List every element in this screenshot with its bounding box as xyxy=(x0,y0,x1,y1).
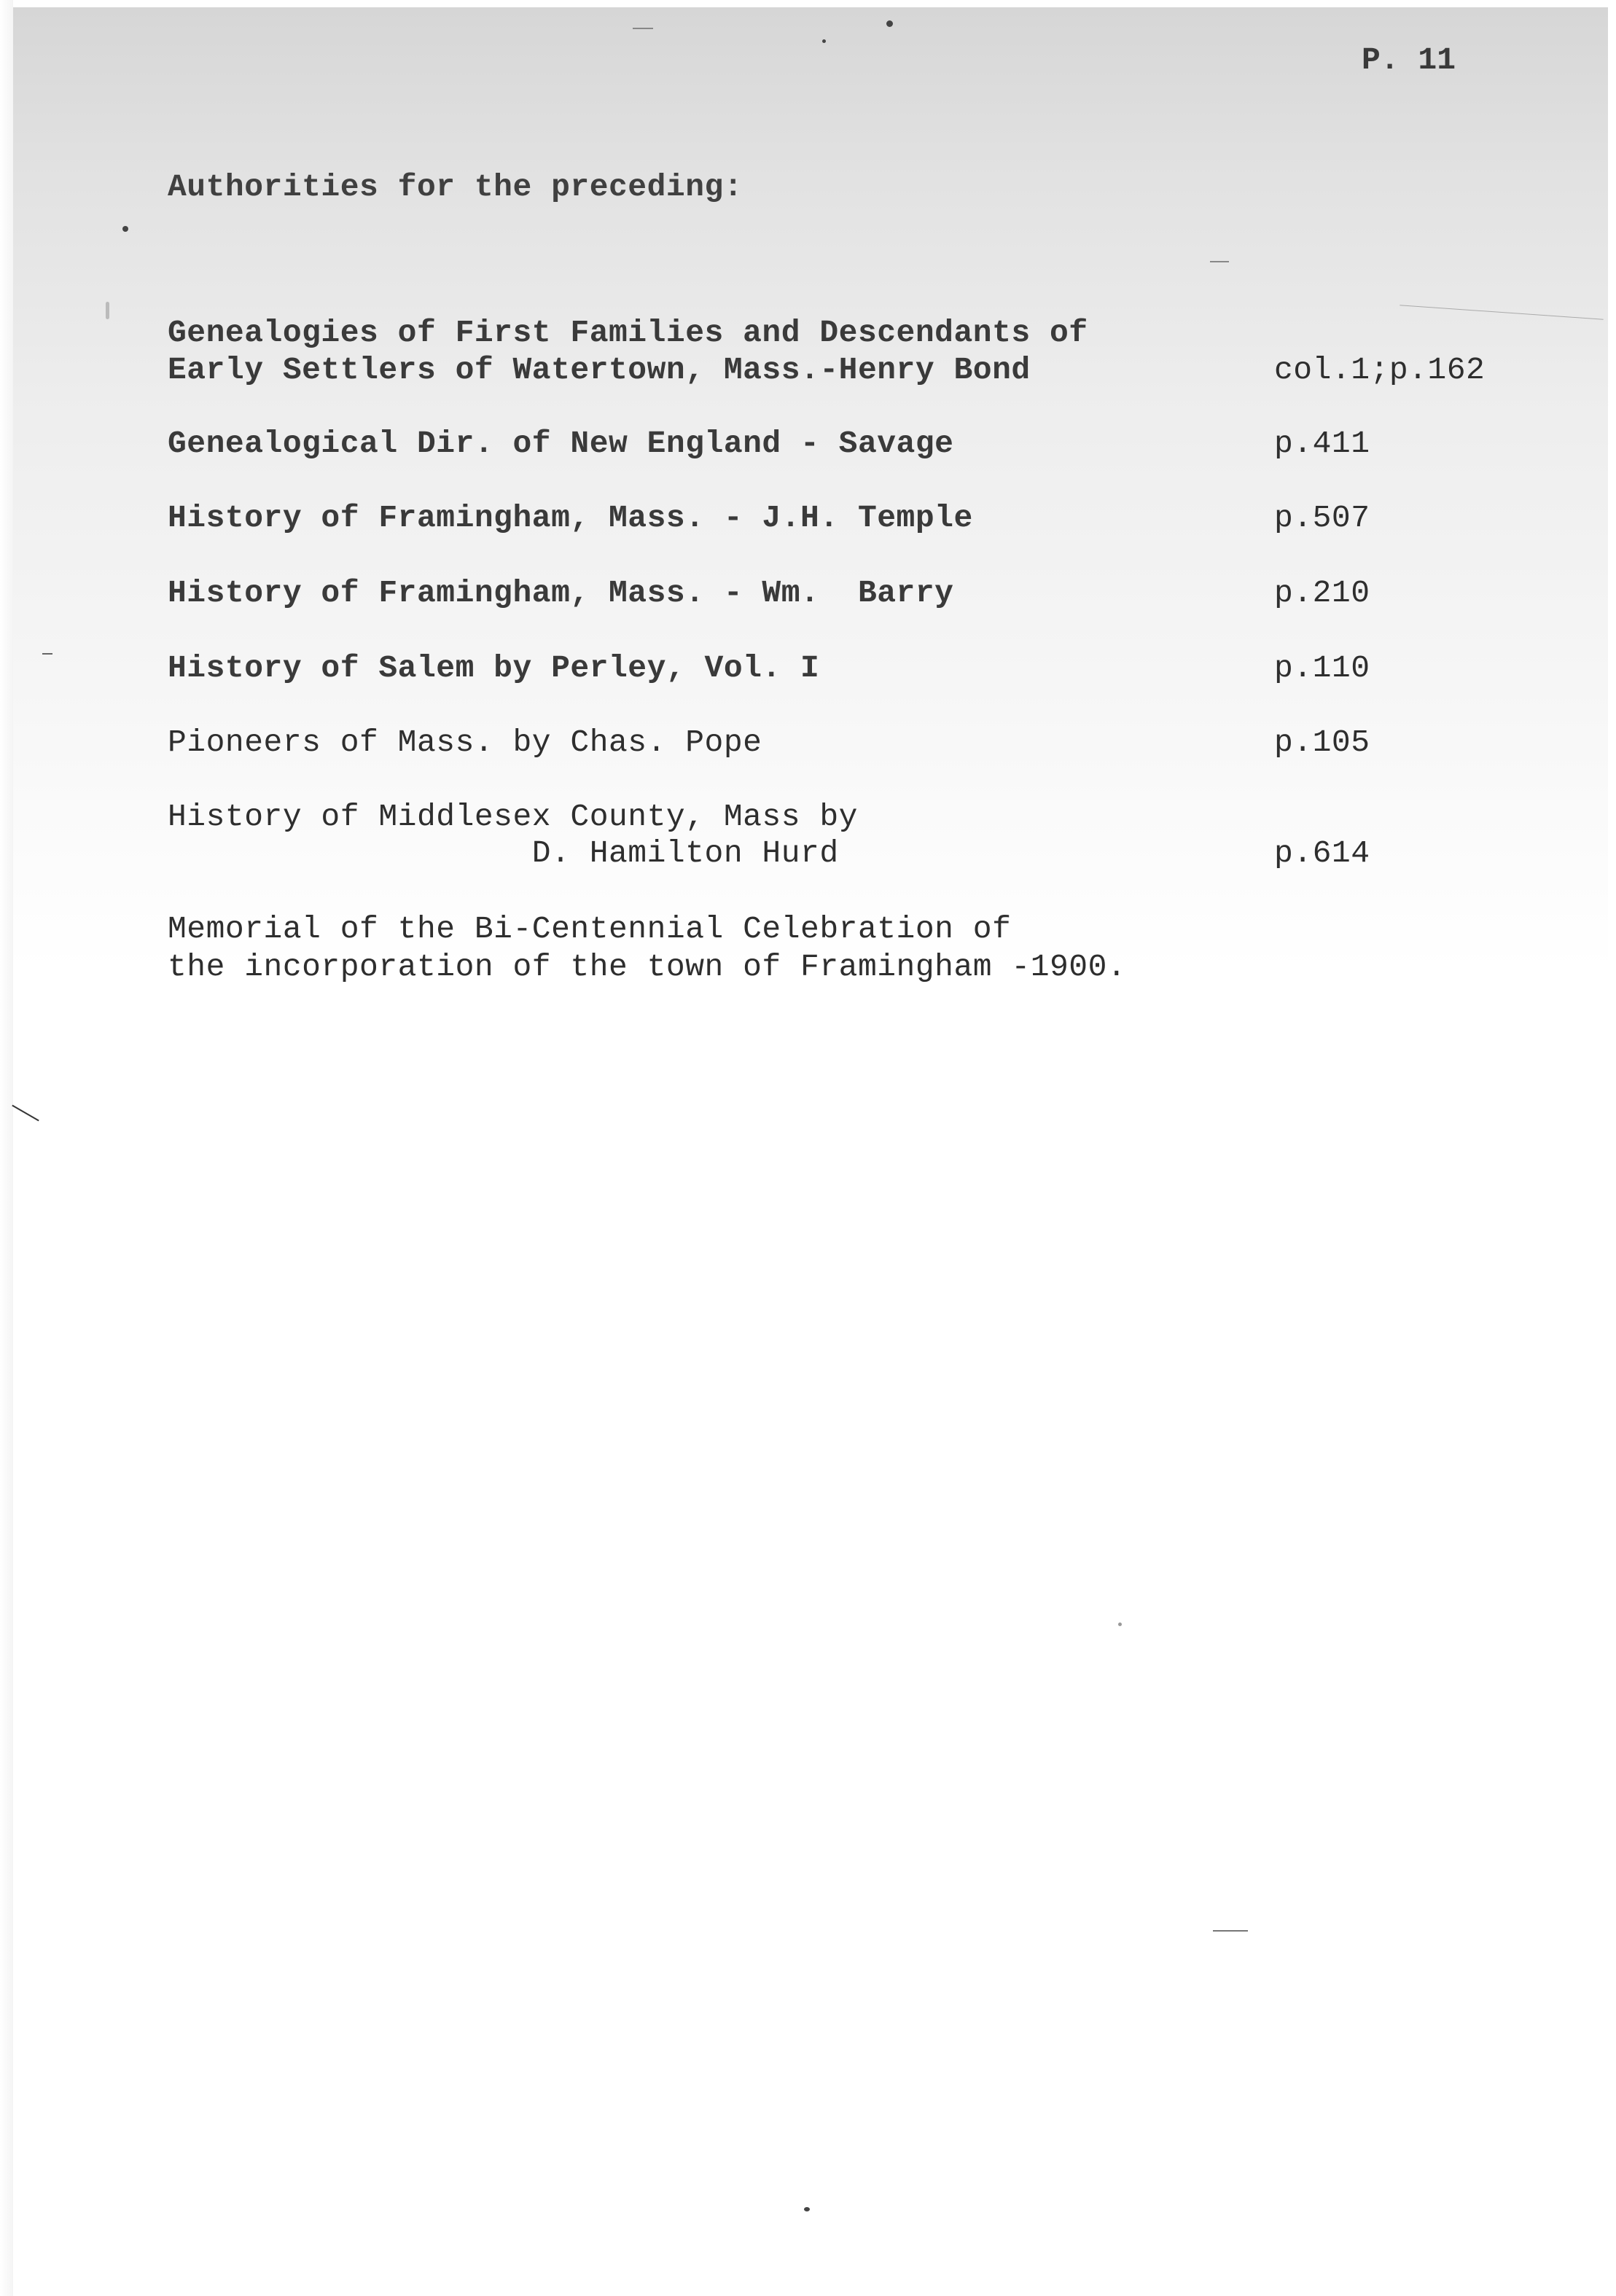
scan-speck xyxy=(1118,1623,1122,1626)
citation-page: p.614 xyxy=(1274,835,1370,871)
scan-speck xyxy=(886,20,893,27)
citation-page: p.105 xyxy=(1274,725,1370,760)
citation-page: p.411 xyxy=(1274,426,1370,461)
citation-page: col.1;p.162 xyxy=(1274,352,1486,388)
scan-edge xyxy=(0,0,13,2296)
scan-scratch xyxy=(1213,1930,1248,1932)
memorial-line: the incorporation of the town of Framingham -1900. xyxy=(168,949,1127,985)
citation-title: Pioneers of Mass. by Chas. Pope xyxy=(168,725,762,760)
scan-speck xyxy=(106,302,109,319)
citation-title: History of Salem by Perley, Vol. I xyxy=(168,650,820,686)
citation-page: p.110 xyxy=(1274,650,1370,686)
citation-title: Genealogies of First Families and Descendants of xyxy=(168,315,1088,351)
citation-title: Early Settlers of Watertown, Mass.-Henry Bond xyxy=(168,352,1031,388)
scan-speck xyxy=(122,226,128,232)
citation-title: History of Middlesex County, Mass by xyxy=(168,799,858,835)
scan-speck xyxy=(822,39,826,43)
citation-title: Genealogical Dir. of New England - Savage xyxy=(168,426,954,461)
scan-scratch xyxy=(42,653,52,655)
citation-title: D. Hamilton Hurd xyxy=(168,835,839,871)
heading: Authorities for the preceding: xyxy=(168,169,743,205)
citation-title: History of Framingham, Mass. - J.H. Temple xyxy=(168,500,973,536)
scan-scratch xyxy=(1210,261,1229,262)
page-number: P. 11 xyxy=(1362,42,1456,78)
scan-speck xyxy=(804,2207,810,2211)
citation-page: p.210 xyxy=(1274,575,1370,611)
scan-scratch xyxy=(633,28,653,29)
citation-page: p.507 xyxy=(1274,500,1370,536)
scan-scratch xyxy=(12,1105,39,1122)
citation-title: History of Framingham, Mass. - Wm. Barry xyxy=(168,575,954,611)
memorial-line: Memorial of the Bi-Centennial Celebration of xyxy=(168,911,1012,947)
